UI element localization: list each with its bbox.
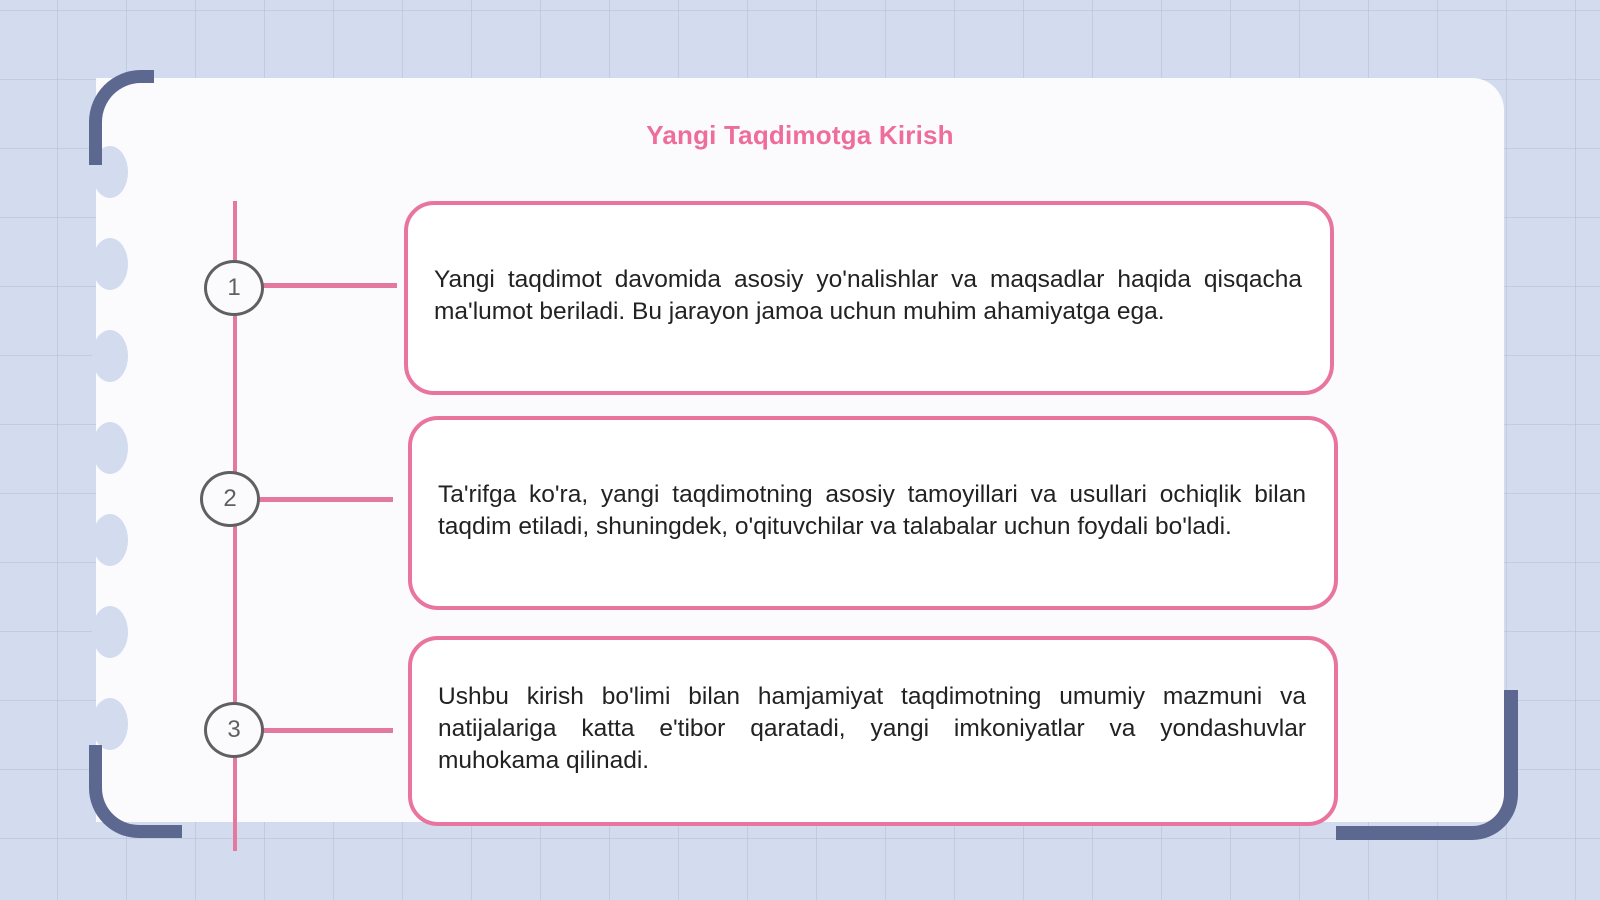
- step-text-1: Yangi taqdimot davomida asosiy yo'nalishlar va maqsadlar haqida qisqacha ma'lumot beriladi. Bu jarayon jamoa uchun muhim ahamiyatga ega.: [434, 266, 1302, 325]
- step-number-3: 3: [204, 702, 264, 758]
- step-text-3: Ushbu kirish bo'limi bilan hamjamiyat taqdimotning umumiy mazmuni va natijalariga katta e'tibor qaratadi, yangi imkoniyatlar va yondashuvlar muhokama qilinadi.: [438, 683, 1306, 774]
- timeline-connector-2: [260, 497, 393, 502]
- step-card-2: [408, 416, 1338, 610]
- corner-bracket-bottom-right: [1336, 690, 1518, 840]
- paper-scallop-edge: [92, 330, 128, 382]
- timeline-connector-1: [263, 283, 397, 288]
- step-number-1: 1: [204, 260, 264, 316]
- paper-scallop-edge: [92, 422, 128, 474]
- paper-scallop-edge: [92, 514, 128, 566]
- corner-bracket-bottom-left: [89, 745, 182, 838]
- paper-scallop-edge: [92, 238, 128, 290]
- paper-scallop-edge: [92, 698, 128, 750]
- slide-title: Yangi Taqdimotga Kirish: [646, 120, 954, 150]
- step-text-2: Ta'rifga ko'ra, yangi taqdimotning asosiy tamoyillari va usullari ochiqlik bilan taqdim etiladi, shuningdek, o'qituvchilar va talabalar uchun foydali bo'ladi.: [438, 481, 1306, 540]
- step-card-3: [408, 636, 1338, 826]
- timeline-connector-3: [263, 728, 393, 733]
- paper-scallop-edge: [92, 606, 128, 658]
- step-card-1: [404, 201, 1334, 395]
- step-number-2: 2: [200, 471, 260, 527]
